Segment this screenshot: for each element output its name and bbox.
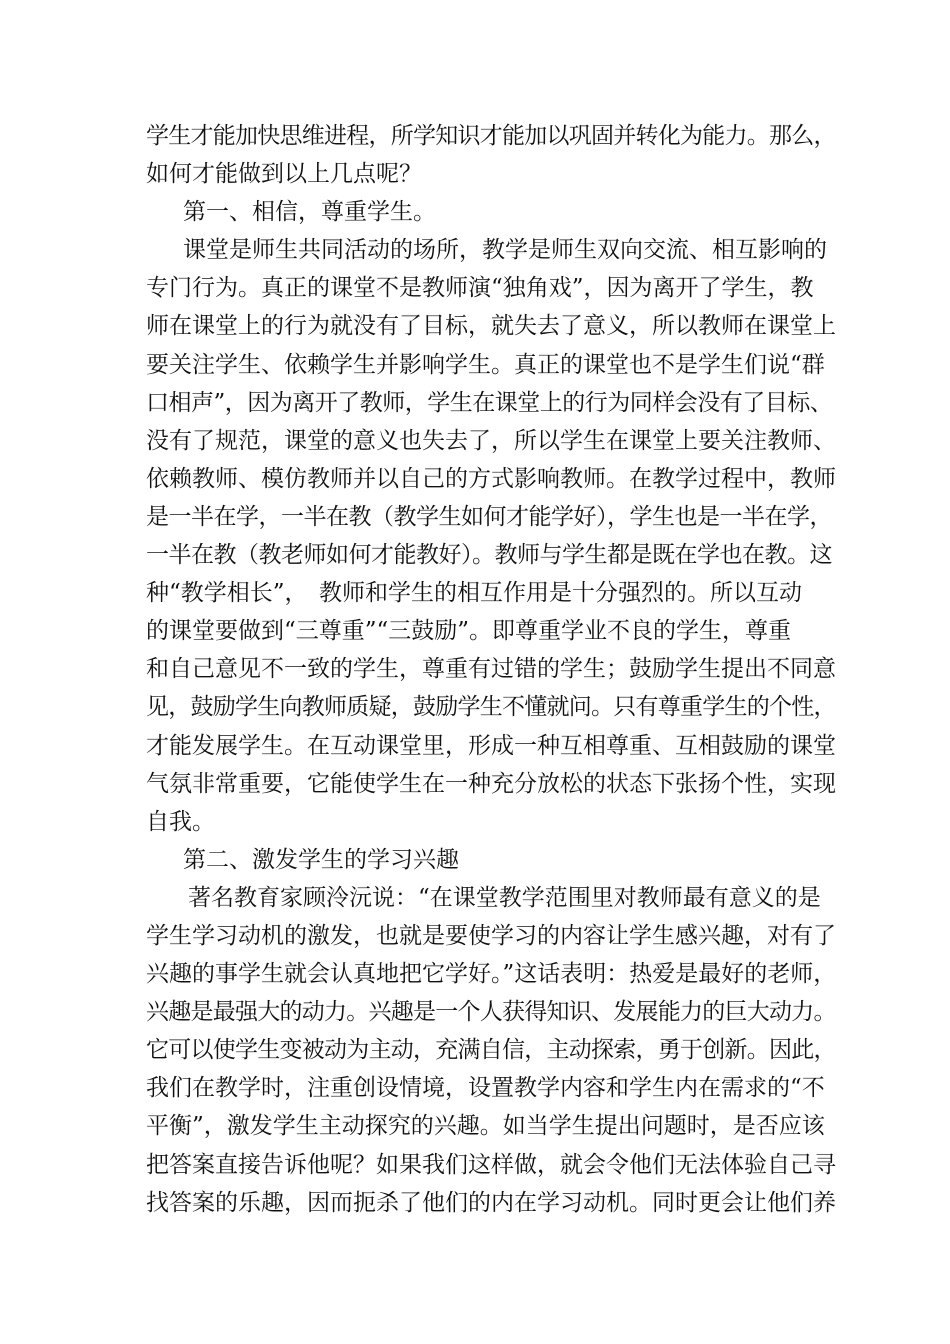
text-line: 气氛非常重要，它能使学生在一种充分放松的状态下张扬个性，实现: [146, 770, 836, 797]
text-line: 师在课堂上的行为就没有了目标，就失去了意义，所以教师在课堂上: [146, 313, 836, 340]
text-line: 找答案的乐趣，因而扼杀了他们的内在学习动机。同时更会让他们养: [146, 1189, 836, 1216]
body-text: [146, 117, 836, 1222]
text-line: 专门行为。真正的课堂不是教师演“独角戏”，因为离开了学生，教: [146, 275, 814, 302]
text-line: 一半在教（教老师如何才能教好）。教师与学生都是既在学也在教。这: [146, 542, 832, 569]
text-line: 如何才能做到以上几点呢？: [146, 161, 422, 188]
text-line: 没有了规范，课堂的意义也失去了，所以学生在课堂上要关注教师、: [146, 427, 836, 454]
text-line: 第二、激发学生的学习兴趣: [183, 846, 459, 873]
text-line: 兴趣是最强大的动力。兴趣是一个人获得知识、发展能力的巨大动力。: [146, 999, 836, 1026]
text-line: 要关注学生、依赖学生并影响学生。真正的课堂也不是学生们说“群: [146, 351, 825, 378]
text-line: 平衡”，激发学生主动探究的兴趣。如当学生提出问题时，是否应该: [146, 1113, 825, 1140]
text-line: 课堂是师生共同活动的场所，教学是师生双向交流、相互影响的: [183, 237, 827, 264]
text-line: 兴趣的事学生就会认真地把它学好。”这话表明：热爱是最好的老师，: [146, 961, 836, 988]
text-line: 和自己意见不一致的学生，尊重有过错的学生；鼓励学生提出不同意: [146, 656, 836, 683]
text-line: 见，鼓励学生向教师质疑，鼓励学生不懂就问。只有尊重学生的个性，: [146, 694, 836, 721]
text-line: 学生才能加快思维进程，所学知识才能加以巩固并转化为能力。那么，: [146, 123, 836, 149]
text-line: 才能发展学生。在互动课堂里，形成一种互相尊重、互相鼓励的课堂: [146, 732, 836, 759]
text-line: 是一半在学，一半在教（教学生如何才能学好），学生也是一半在学，: [146, 503, 832, 530]
text-line: 的课堂要做到“三尊重”“三鼓励”。即尊重学业不良的学生，尊重: [146, 618, 792, 645]
text-line: 口相声”，因为离开了教师，学生在课堂上的行为同样会没有了目标、: [146, 389, 833, 416]
text-line: 学生学习动机的激发，也就是要使学习的内容让学生感兴趣，对有了: [146, 922, 836, 949]
text-line: 第一、相信，尊重学生。: [183, 199, 436, 226]
text-line: 依赖教师、模仿教师并以自己的方式影响教师。在教学过程中，教师: [146, 465, 836, 492]
text-line: 它可以使学生变被动为主动，充满自信，主动探索，勇于创新。因此，: [146, 1037, 836, 1064]
text-line: 把答案直接告诉他呢？如果我们这样做，就会令他们无法体验自己寻: [146, 1151, 836, 1178]
text-line: 我们在教学时，注重创设情境，设置教学内容和学生内在需求的“不: [146, 1075, 825, 1102]
text-line: 自我。: [146, 808, 215, 835]
text-line: 著名教育家顾泠沅说：“在课堂教学范围里对教师最有意义的是: [188, 884, 821, 911]
text-line: 种“教学相长”， 教师和学生的相互作用是十分强烈的。所以互动: [146, 580, 803, 607]
